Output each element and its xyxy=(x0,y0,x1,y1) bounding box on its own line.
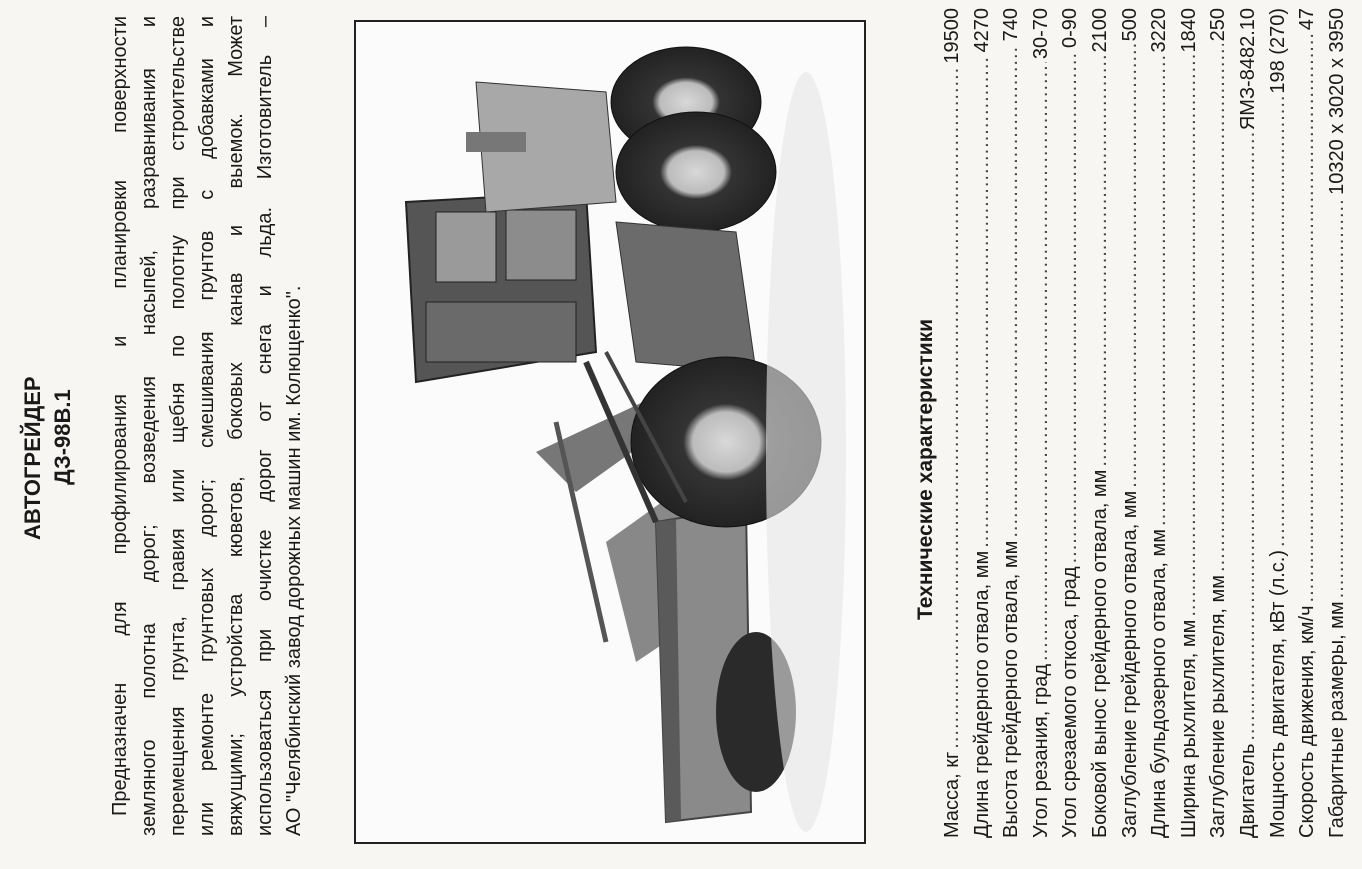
spec-value: 500 xyxy=(1118,8,1141,42)
leader-dots xyxy=(1086,56,1116,467)
spec-value: 30-70 xyxy=(1029,8,1052,60)
spec-value: 1840 xyxy=(1177,8,1200,53)
description-line: Предназначен для профилирования и планировки поверхности xyxy=(109,16,131,816)
spec-row xyxy=(1204,8,1234,838)
spec-row xyxy=(997,8,1027,838)
spec-value: 47 xyxy=(1296,8,1319,31)
spec-value: 10320 х 3020 х 3950 xyxy=(1325,8,1348,195)
spec-label: Скорость движения, км/ч xyxy=(1296,605,1319,838)
spec-row xyxy=(968,8,998,838)
leader-dots xyxy=(1145,56,1175,526)
specs-heading: Технические характеристики xyxy=(914,318,937,620)
spec-label: Заглубление рыхлителя, мм xyxy=(1207,574,1230,838)
description-paragraph xyxy=(106,16,309,836)
spec-row xyxy=(1056,8,1086,838)
spec-row xyxy=(1145,8,1175,838)
spec-row xyxy=(1264,8,1294,838)
spec-value: 2100 xyxy=(1088,8,1111,53)
description-line: или ремонте грунтовых дорог; смешивания грунтов с добавками и xyxy=(196,16,218,836)
spec-value: 198 (270) xyxy=(1266,8,1289,94)
spec-label: Длина бульдозерного отвала, мм xyxy=(1148,528,1171,838)
spec-value: 0-90 xyxy=(1059,8,1082,49)
description-line: АО "Челябинский завод дорожных машин им. Колющенко". xyxy=(283,285,305,836)
description-line: вяжущими; устройства кюветов, боковых канав и выемок. Может xyxy=(225,16,247,836)
spec-label: Длина грейдерного отвала, мм xyxy=(970,550,993,838)
leader-dots xyxy=(1323,198,1353,598)
leader-dots xyxy=(1175,56,1205,617)
description-line: земляного полотна дорог; возведения насыпей, разравнивания и xyxy=(138,16,160,836)
spec-label: Двигатель xyxy=(1236,743,1259,838)
specs-table xyxy=(938,8,1352,838)
spec-row xyxy=(1234,8,1264,838)
spec-label: Угол срезаемого откоса, град xyxy=(1059,566,1082,838)
spec-value: 250 xyxy=(1207,8,1230,42)
title-line-1: АВТОГРЕЙДЕР xyxy=(20,376,45,540)
spec-value: 3220 xyxy=(1148,8,1171,53)
spec-row xyxy=(1293,8,1323,838)
document-title xyxy=(18,376,78,540)
spec-label: Боковой вынос грейдерного отвала, мм xyxy=(1088,469,1111,838)
spec-label: Мощность двигателя, кВт (л.с.) xyxy=(1266,549,1289,838)
leader-dots xyxy=(1056,51,1086,563)
title-line-2: ДЗ-98В.1 xyxy=(50,389,75,485)
spec-row xyxy=(1027,8,1057,838)
leader-dots xyxy=(938,67,968,749)
spec-value: 19500 xyxy=(941,8,963,64)
grader-photo xyxy=(354,20,866,844)
description-line: перемещения грунта, гравия или щебня по полотну при строительстве xyxy=(167,16,189,836)
spec-label: Габаритные размеры, мм xyxy=(1325,601,1348,838)
spec-label: Масса, кг xyxy=(941,751,963,838)
spec-value: 4270 xyxy=(970,8,993,53)
leader-dots xyxy=(1264,97,1294,547)
spec-label: Заглубление грейдерного отвала, мм xyxy=(1118,490,1141,838)
spec-row xyxy=(1116,8,1146,838)
spec-label: Ширина рыхлителя, мм xyxy=(1177,619,1200,838)
spec-row xyxy=(1086,8,1116,838)
grader-illustration xyxy=(356,22,864,842)
leader-dots xyxy=(1116,44,1146,487)
spec-row xyxy=(938,8,968,838)
spec-row xyxy=(1323,8,1353,838)
spec-row xyxy=(1175,8,1205,838)
leader-dots xyxy=(1234,133,1264,740)
spec-label: Угол резания, град xyxy=(1029,663,1052,838)
leader-dots xyxy=(997,44,1027,537)
spec-value: ЯМЗ-8482.10 xyxy=(1236,8,1259,131)
leader-dots xyxy=(1293,33,1323,602)
description-line: использоваться при очистке дорог от снега и льда. Изготовитель – xyxy=(254,16,276,836)
leader-dots xyxy=(1027,62,1057,661)
spec-value: 740 xyxy=(1000,8,1023,42)
spec-label: Высота грейдерного отвала, мм xyxy=(1000,540,1023,838)
leader-dots xyxy=(1204,44,1234,572)
leader-dots xyxy=(968,56,998,548)
